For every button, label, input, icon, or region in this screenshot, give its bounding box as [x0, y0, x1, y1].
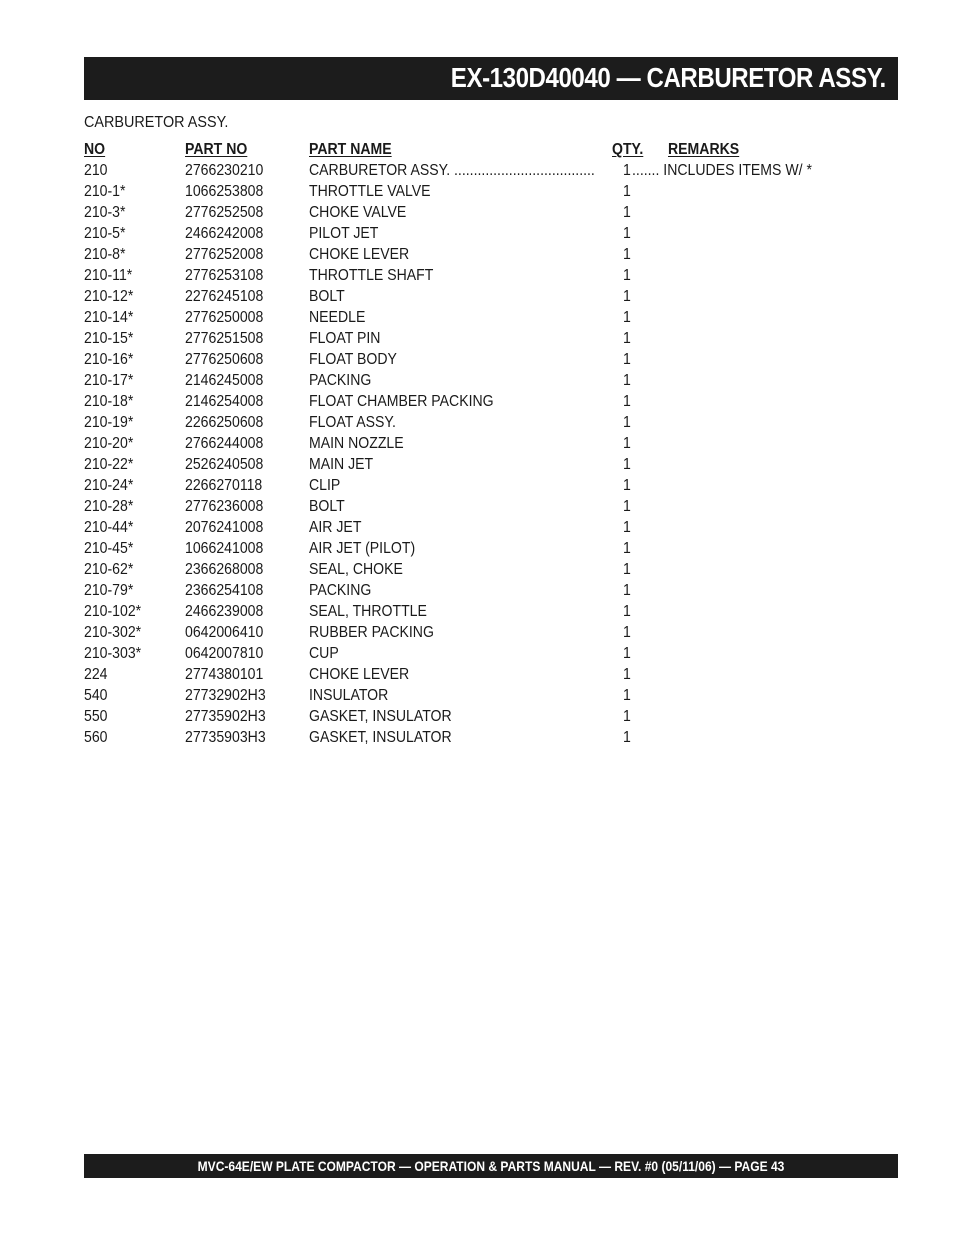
page-footer-bar	[84, 1154, 898, 1178]
column-header-part-name: PART NAME	[309, 141, 392, 158]
cell-no: 210-79*	[84, 582, 134, 599]
table-row	[84, 391, 864, 412]
parts-table	[84, 139, 864, 748]
cell-part-no: 27735902H3	[185, 708, 266, 725]
table-row	[84, 202, 864, 223]
cell-no: 210-14*	[84, 309, 134, 326]
cell-part-no: 2776236008	[185, 498, 264, 515]
cell-qty: 1	[623, 687, 631, 704]
cell-part-name: NEEDLE	[309, 309, 366, 326]
cell-no: 210-45*	[84, 540, 134, 557]
cell-part-name: CARBURETOR ASSY. ....................................	[309, 162, 595, 179]
cell-qty: 1	[623, 603, 631, 620]
cell-no: 550	[84, 708, 108, 725]
table-row	[84, 244, 864, 265]
column-header-part-no: PART NO	[185, 141, 248, 158]
cell-qty: 1	[623, 456, 631, 473]
cell-part-name: MAIN NOZZLE	[309, 435, 404, 452]
cell-qty: 1	[623, 393, 631, 410]
cell-part-no: 2774380101	[185, 666, 264, 683]
cell-qty: 1	[623, 561, 631, 578]
cell-qty: 1	[623, 519, 631, 536]
cell-no: 210-28*	[84, 498, 134, 515]
table-row	[84, 517, 864, 538]
cell-part-name: INSULATOR	[309, 687, 389, 704]
table-row	[84, 307, 864, 328]
table-row	[84, 265, 864, 286]
cell-part-no: 0642006410	[185, 624, 264, 641]
cell-part-name: PILOT JET	[309, 225, 379, 242]
cell-no: 210-19*	[84, 414, 134, 431]
cell-part-no: 2776253108	[185, 267, 264, 284]
cell-no: 210-302*	[84, 624, 142, 641]
cell-qty: 1	[623, 477, 631, 494]
cell-part-no: 2766230210	[185, 162, 264, 179]
cell-part-no: 2776252508	[185, 204, 264, 221]
cell-qty: 1	[623, 540, 631, 557]
table-row	[84, 412, 864, 433]
page-footer: MVC-64E/EW PLATE COMPACTOR — OPERATION & PARTS MANUAL — REV. #0 (05/11/06) — PAGE 43	[197, 1158, 785, 1174]
cell-remarks: ....... INCLUDES ITEMS W/ *	[632, 162, 812, 179]
cell-part-no: 1066253808	[185, 183, 264, 200]
cell-part-name: GASKET, INSULATOR	[309, 729, 452, 746]
cell-no: 210-18*	[84, 393, 134, 410]
table-row	[84, 601, 864, 622]
section-heading: CARBURETOR ASSY.	[84, 114, 229, 131]
cell-no: 210-1*	[84, 183, 126, 200]
cell-part-no: 2276245108	[185, 288, 264, 305]
cell-qty: 1	[623, 666, 631, 683]
cell-no: 540	[84, 687, 108, 704]
table-row	[84, 622, 864, 643]
table-row	[84, 181, 864, 202]
cell-qty: 1	[623, 246, 631, 263]
cell-part-no: 2776252008	[185, 246, 264, 263]
cell-no: 560	[84, 729, 108, 746]
cell-part-no: 2146254008	[185, 393, 264, 410]
cell-part-name: PACKING	[309, 372, 372, 389]
table-body	[84, 181, 864, 748]
table-header-row	[84, 139, 864, 160]
column-header-no: NO	[84, 141, 106, 158]
cell-qty: 1	[623, 225, 631, 242]
cell-no: 210-3*	[84, 204, 126, 221]
table-row	[84, 328, 864, 349]
cell-no: 210	[84, 162, 108, 179]
table-row	[84, 580, 864, 601]
cell-qty: 1	[623, 708, 631, 725]
cell-no: 210-24*	[84, 477, 134, 494]
cell-qty: 1	[623, 309, 631, 326]
cell-no: 210-11*	[84, 267, 133, 284]
cell-part-no: 2146245008	[185, 372, 264, 389]
cell-qty: 1	[623, 351, 631, 368]
cell-qty: 1	[623, 162, 631, 179]
cell-no: 210-8*	[84, 246, 126, 263]
column-header-remarks: REMARKS	[668, 141, 740, 158]
cell-part-name: MAIN JET	[309, 456, 374, 473]
cell-part-no: 2776250608	[185, 351, 264, 368]
cell-qty: 1	[623, 729, 631, 746]
cell-part-no: 1066241008	[185, 540, 264, 557]
cell-qty: 1	[623, 183, 631, 200]
table-row	[84, 727, 864, 748]
table-row	[84, 559, 864, 580]
cell-part-name: SEAL, THROTTLE	[309, 603, 427, 620]
cell-part-name: PACKING	[309, 582, 372, 599]
table-row	[84, 538, 864, 559]
cell-part-no: 27735903H3	[185, 729, 266, 746]
cell-no: 224	[84, 666, 108, 683]
cell-part-no: 2366254108	[185, 582, 264, 599]
cell-no: 210-20*	[84, 435, 134, 452]
cell-no: 210-16*	[84, 351, 134, 368]
cell-part-no: 2076241008	[185, 519, 264, 536]
table-row	[84, 370, 864, 391]
cell-qty: 1	[623, 645, 631, 662]
cell-part-name: AIR JET	[309, 519, 362, 536]
cell-part-name: CUP	[309, 645, 339, 662]
cell-part-no: 2766244008	[185, 435, 264, 452]
cell-qty: 1	[623, 330, 631, 347]
cell-part-no: 2366268008	[185, 561, 264, 578]
cell-part-name: CHOKE LEVER	[309, 666, 410, 683]
cell-qty: 1	[623, 372, 631, 389]
cell-no: 210-12*	[84, 288, 134, 305]
cell-qty: 1	[623, 582, 631, 599]
cell-no: 210-303*	[84, 645, 142, 662]
cell-no: 210-17*	[84, 372, 134, 389]
cell-no: 210-102*	[84, 603, 142, 620]
table-row	[84, 454, 864, 475]
cell-part-name: SEAL, CHOKE	[309, 561, 403, 578]
cell-no: 210-5*	[84, 225, 126, 242]
cell-part-no: 0642007810	[185, 645, 264, 662]
cell-qty: 1	[623, 414, 631, 431]
cell-no: 210-62*	[84, 561, 134, 578]
cell-part-name: CLIP	[309, 477, 341, 494]
cell-part-name: RUBBER PACKING	[309, 624, 434, 641]
cell-part-name: FLOAT ASSY.	[309, 414, 396, 431]
table-row	[84, 349, 864, 370]
cell-part-no: 2466239008	[185, 603, 264, 620]
cell-part-name: AIR JET (PILOT)	[309, 540, 416, 557]
table-row	[84, 475, 864, 496]
table-row-assembly	[84, 160, 864, 181]
page-title-bar	[84, 57, 898, 100]
cell-no: 210-22*	[84, 456, 134, 473]
table-row	[84, 496, 864, 517]
cell-no: 210-15*	[84, 330, 134, 347]
cell-part-name: BOLT	[309, 498, 345, 515]
cell-no: 210-44*	[84, 519, 134, 536]
cell-part-name: FLOAT BODY	[309, 351, 397, 368]
table-row	[84, 643, 864, 664]
cell-part-no: 2266250608	[185, 414, 264, 431]
cell-qty: 1	[623, 288, 631, 305]
cell-qty: 1	[623, 498, 631, 515]
cell-part-no: 2266270118	[185, 477, 263, 494]
table-row	[84, 706, 864, 727]
cell-part-name: THROTTLE SHAFT	[309, 267, 434, 284]
cell-part-name: GASKET, INSULATOR	[309, 708, 452, 725]
cell-part-no: 27732902H3	[185, 687, 266, 704]
cell-part-name: FLOAT CHAMBER PACKING	[309, 393, 494, 410]
cell-part-name: BOLT	[309, 288, 345, 305]
cell-part-no: 2466242008	[185, 225, 264, 242]
cell-part-no: 2526240508	[185, 456, 264, 473]
cell-part-no: 2776250008	[185, 309, 264, 326]
cell-qty: 1	[623, 204, 631, 221]
cell-part-name: CHOKE VALVE	[309, 204, 407, 221]
table-row	[84, 685, 864, 706]
table-row	[84, 286, 864, 307]
table-row	[84, 433, 864, 454]
cell-part-no: 2776251508	[185, 330, 264, 347]
table-row	[84, 223, 864, 244]
cell-part-name: THROTTLE VALVE	[309, 183, 431, 200]
cell-part-name: FLOAT PIN	[309, 330, 381, 347]
table-row	[84, 664, 864, 685]
page-title: EX-130D40040 — CARBURETOR ASSY.	[451, 62, 886, 93]
cell-qty: 1	[623, 624, 631, 641]
cell-qty: 1	[623, 435, 631, 452]
cell-qty: 1	[623, 267, 631, 284]
column-header-qty: QTY.	[612, 141, 644, 158]
cell-part-name: CHOKE LEVER	[309, 246, 410, 263]
